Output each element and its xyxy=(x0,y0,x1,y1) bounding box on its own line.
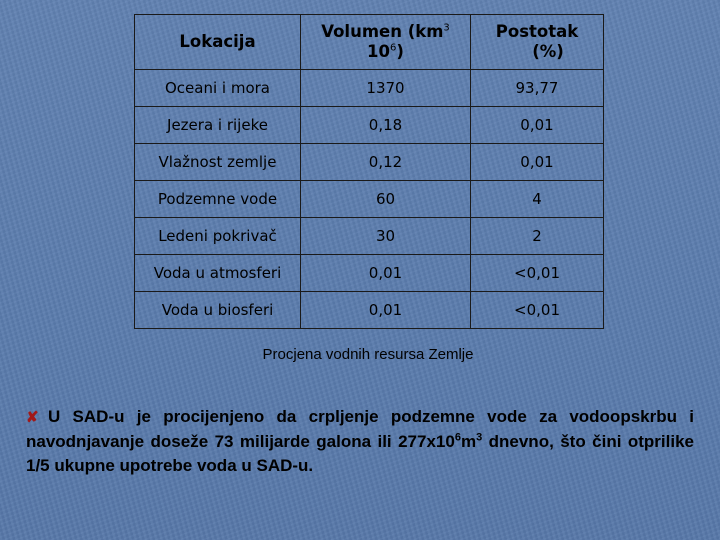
header-percent: Postotak (%) xyxy=(471,15,604,70)
table-row xyxy=(135,144,604,181)
cell-percent: 0,01 xyxy=(471,107,604,144)
table-row xyxy=(135,181,604,218)
table-row xyxy=(135,70,604,107)
note-sup: 6 xyxy=(454,431,461,444)
cell-percent: 4 xyxy=(471,181,604,218)
cell-location: Voda u atmosferi xyxy=(135,255,301,292)
cell-volume: 0,01 xyxy=(301,292,471,329)
table-row xyxy=(135,218,604,255)
cell-percent: 0,01 xyxy=(471,144,604,181)
table-row xyxy=(135,255,604,292)
cell-volume: 0,18 xyxy=(301,107,471,144)
cell-location: Oceani i mora xyxy=(135,70,301,107)
table-header-row xyxy=(135,15,604,70)
cell-percent: <0,01 xyxy=(471,292,604,329)
water-resources-table xyxy=(134,14,604,329)
cell-volume: 0,12 xyxy=(301,144,471,181)
cell-percent: <0,01 xyxy=(471,255,604,292)
cell-percent: 93,77 xyxy=(471,70,604,107)
cell-location: Vlažnost zemlje xyxy=(135,144,301,181)
cell-volume: 1370 xyxy=(301,70,471,107)
table-row xyxy=(135,107,604,144)
header-volume: Volumen ($km^3$ $10^6$) xyxy=(301,15,471,70)
note-paragraph xyxy=(26,405,694,478)
cell-location: Ledeni pokrivač xyxy=(135,218,301,255)
note-text-mid: m xyxy=(460,432,477,451)
cell-volume: 60 xyxy=(301,181,471,218)
cell-location: Podzemne vode xyxy=(135,181,301,218)
x-mark-bullet-icon: ✘ xyxy=(26,409,39,426)
cell-location: Jezera i rijeke xyxy=(135,107,301,144)
table-caption: Procjena vodnih resursa Zemlje xyxy=(262,346,474,363)
cell-location: Voda u biosferi xyxy=(135,292,301,329)
note-text-before: U SAD-u je procijenjeno da crpljenje podzemne vode za vodoopskrbu i navodnjavanje doseže 73 milijarde galona ili 277x10 xyxy=(26,407,694,451)
cell-volume: 30 xyxy=(301,218,471,255)
note-sup2: 3 xyxy=(476,431,483,444)
cell-percent: 2 xyxy=(471,218,604,255)
note-text-after: dnevno, što čini otprilike 1/5 ukupne upotrebe voda u SAD-u. xyxy=(26,432,694,475)
header-location: Lokacija xyxy=(135,15,301,70)
cell-volume: 0,01 xyxy=(301,255,471,292)
table-row xyxy=(135,292,604,329)
